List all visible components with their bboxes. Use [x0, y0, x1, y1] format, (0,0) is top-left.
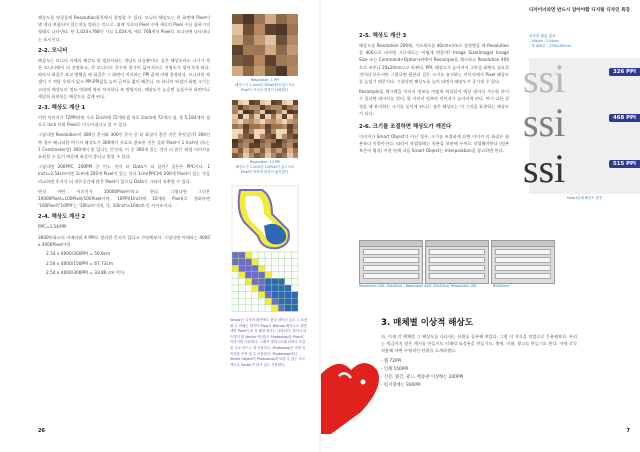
section-2-4-line1: PPC=2.54/PPI: [38, 224, 67, 230]
bitmap-pixel: [258, 285, 265, 292]
section-2-3-p3: 그렇다면 200PPC, 200PPI 중 어느 것이 더 Data가 더 클까? 결론은 PPC이다. 1 Inch=2.54cm이면 1cm에 200개 Pixel이 있는 것과 1cm(PPC)에 200개 Pixel이 있는 것을 비교하면 후자가 더 작은공간에 많은 Pixel이 있으니 Data가 크리라 유추할 수 있다.: [38, 164, 210, 184]
bitmap-pixel: [272, 278, 279, 285]
mosaic-pixel: [254, 24, 265, 34]
bitmap-pixel: [278, 272, 285, 279]
mosaic-pixel: [287, 24, 298, 34]
bitmap-pixel: [285, 292, 292, 299]
formula-line: 2.54 x 4000/200PPI = 50.8cm: [46, 252, 111, 258]
bitmap-pixel: [272, 265, 279, 272]
caption-line: Pixel이 작아져 화질이 좋아졌다.: [240, 170, 290, 175]
list-item: - 인쇄 150PPI: [381, 366, 409, 372]
dialog-caption-2: 80x80cm: [493, 284, 509, 288]
dialog-field: [429, 249, 485, 255]
bitmap-pixel: [245, 252, 252, 259]
mosaic-pixel: [243, 66, 254, 76]
bitmap-pixel: [239, 265, 246, 272]
dialog-field: [429, 273, 485, 279]
section-body-2-6: 이미지가 Smart Object가 아닌 경우, 크기를 조절하게 되면 이미지 의 화질은 원본보다 안좋아진다. 따라서 작업할때는 원본을 보관해 두어로 작업해야한다 (원본보존의 법칙) 이전 단계 다음 Smart Object는 Interpolation을 참고하면 된다.: [359, 134, 509, 154]
figure-caption-sub2: - 책 400인 : 2750x397cm: [529, 44, 571, 49]
running-header: 디자이너라면 반드시 알아야할 디지털 디자인 특강: [528, 8, 630, 13]
mosaic-pixel: [276, 24, 287, 34]
mosaic-pixel: [232, 24, 243, 34]
dialog-caption-1: Resolution 200: 40x40cm / Resolution 400: 20x20cm, Resolution 100:: [359, 284, 478, 288]
mosaic-pixel: [254, 55, 265, 65]
resolution-bullet-list: [381, 358, 577, 391]
dialog-field: [429, 257, 485, 263]
enlarged-glyphs: [523, 56, 640, 194]
bitmap-pixel: [252, 292, 259, 299]
bitmap-pixel: [252, 265, 259, 272]
section-2-3-p2: 그렇다면 Resolution이 300인 문서와 300인 문서 중 더 화질이 좋은 것은 무엇일까? 300인 쪽 경우 레나리한 여기서 해상도가 300에이 자료로 참조한 것은 결과 Pixel이 1 Inch당 (또는 1 Centimeter당) 300개이 및 있다는 뜻인데, 이 중 300개 있는 것이 더 많은 픽셀 이미지를 표현할 수 있기 때문에 화질이 좋다고 말할 수 있다.: [38, 132, 210, 160]
dialog-titlebar: [492, 241, 554, 247]
figure-bottom-caption: Smart분체 해상도 변경: [566, 196, 603, 200]
bitmap-pixel: [258, 292, 265, 299]
mosaic-pixel: [287, 14, 298, 24]
mosaic-pixel: [287, 55, 298, 65]
section-2-3-p1: 이번 이미지가 72PPI라면 가로 1Inch에 72개픽셀 세로 1Inch에 72개의 점, 총 5,184개의 점으로 Inch 단위 Pixel로 이루어졌다고 할 수 있다.: [38, 115, 210, 128]
caption-vector-note: Vector는 디자의 화면에도 품질 데이터 있고 그 표현할 수 비해는 화이다 Pixel로 Bitmap 해석으로 화면에면 Pixel이 표 적 해결 한다는 나타난다. 벌이고 비트맵이 를 Vector 이(면)도 Photoshop을 Pixel로 이미지를 나타낸다. 그래서 벌어스트래 터처의 조건를 주로 만드는 데 사용하고, Photoshop은 자진 이미지를 작성 및 수 사용된다. Photoshop에서 Smart Object이 Photoshop내 보를 수 있는 오브젝트로 Vector이 화가 있는 사용할다.: [230, 318, 308, 367]
formula-line: 2.54 x 4000/150PPI = 67.73cm: [46, 261, 114, 267]
svg-text:ssi: ssi: [523, 56, 566, 101]
bitmap-pixel: [245, 298, 252, 305]
bitmap-pixel: [232, 285, 239, 292]
mosaic-pixel: [276, 66, 287, 76]
bitmap-pixel: [232, 305, 239, 312]
bitmap-pixel: [285, 305, 292, 312]
mosaic-pixel: [287, 66, 298, 76]
ppi-badge-468: 468 PPI: [609, 114, 640, 122]
list-item: - 신문, 월간, 광고, 배송판 이상해는 200PPI: [381, 375, 464, 381]
bitmap-pixel: [245, 259, 252, 266]
section-body-2-5: 해상도를 Resolution 200에, 가로세로를 40cm×cm로 설정했을 때 Resolution을 400으로 바꾸면 가로세로는 어떻게 변할까? Image Size(Image) Image Size 또는 Command+Option+I)에서 Resample을 체크하고 Resolution 400으로 바꾸니 20x20cm으로 바뀐다. PPI, 해상도가 높아져서 그만큼 화면도 필요할 것이라 모든지만 그렇다면 원본과 같은 크기를 유지하는 이미지에서 Pixel 해상도를 높였기 때문이다. 그렇다면 해상도를 높이 되면서 해상도가 증가할 수 있다.: [359, 43, 509, 85]
bitmap-pixel: [252, 278, 259, 285]
vector-bitmap-figure: [232, 186, 298, 316]
bitmap-pixel: [252, 259, 259, 266]
bitmap-pixel: [232, 298, 239, 305]
dialog-field: [495, 257, 551, 263]
mosaic-pixel: [265, 66, 276, 76]
enlarged-text-sample: [523, 56, 640, 194]
section-heading-2-6: 2-6. 크기를 조절하면 해상도가 깨진다: [359, 124, 452, 131]
caption-line: Pixel이 커서서 화질이 나빠졌다.: [240, 88, 290, 93]
mosaic-pixel: [265, 35, 276, 45]
bitmap-pixel: [258, 259, 265, 266]
bitmap-pixel: [239, 298, 246, 305]
bitmap-pixel: [278, 285, 285, 292]
ppi-badge-326: 326 PPI: [609, 68, 640, 76]
mosaic-pixel: [287, 35, 298, 45]
bitmap-pixel: [285, 298, 292, 305]
mosaic-pixel: [243, 35, 254, 45]
bitmap-pixel: [265, 292, 272, 299]
bitmap-pixel: [278, 292, 285, 299]
mosaic-pixel: [232, 66, 243, 76]
bitmap-pixel: [272, 305, 279, 312]
bitmap-pixel: [265, 252, 272, 259]
section-body-2-2: 해상도는 모니터 자체의 해상도 및 컴퓨터와는 개념도 다릅뿐이다. 같은 해상도라도 크기가 작은 모니터에서 더 선명하고, 큰 모니터로 갈수록 한가이 넓어지므로 선명도가 떨어지게 된다. 따라서 화질은 보고 명했을 때 화질은 그 화면이 차지하는 PPI 값에 의해 결정된다. 모니터의 픽셀이 기 격당 우처가 있고 PPI,PPI값을 높여 글씨를 짧이 해준다. 또 하나의 픽셀의 화면 크기는 고의적 해상도의 정도 변화에 따라 차지하나 보 방법이다. 해상도가 높을면 높을수록 화면이나 세밀히 표현되는 해상도를 갖게 된다.: [38, 57, 210, 99]
bitmap-pixel: [252, 272, 259, 279]
bitmap-pixel: [232, 252, 239, 259]
image-size-dialog-2: [425, 240, 489, 284]
right-page: [321, 0, 640, 452]
bitmap-pixel: [291, 285, 298, 292]
figure-caption-title: 외부한 필분 있을: [529, 34, 556, 38]
dialog-titlebar: [360, 241, 422, 247]
pixel-mosaic-higher-res: [232, 100, 298, 158]
bitmap-pixel: [239, 305, 246, 312]
bitmap-pixel: [272, 272, 279, 279]
bitmap-pixel: [265, 285, 272, 292]
bitmap-pixel: [285, 278, 292, 285]
vector-shape-illustration: [232, 186, 298, 316]
bitmap-pixel: [285, 265, 292, 272]
bitmap-pixel: [265, 272, 272, 279]
mosaic-pixel: [265, 45, 276, 55]
mosaic-pixel: [232, 45, 243, 55]
svg-text:ssi: ssi: [523, 100, 566, 145]
mosaic-pixel: [243, 14, 254, 24]
mosaic-pixel: [276, 35, 287, 45]
dialog-field: [363, 257, 419, 263]
list-item: - 펌지형에는 300PPI: [381, 383, 421, 389]
bitmap-pixel: [245, 272, 252, 279]
bitmap-pixel: [258, 272, 265, 279]
bitmap-pixel: [239, 285, 246, 292]
caption-line: Resolution: 12 PPI: [249, 160, 281, 164]
dialog-field: [495, 249, 551, 255]
bitmap-pixel: [265, 298, 272, 305]
bitmap-pixel: [272, 285, 279, 292]
bitmap-pixel: [232, 278, 239, 285]
figure-caption-sub: - 76inch : 2.54cm: [529, 39, 559, 44]
mosaic-pixel: [254, 45, 265, 55]
bitmap-pixel: [252, 252, 259, 259]
mosaic-pixel: [265, 55, 276, 65]
bitmap-pixel: [278, 298, 285, 305]
caption-line: 해상도가 1 Inch당 1Pixel밖에 없으므로: [235, 83, 295, 88]
right-text-column-top: [359, 28, 509, 158]
bitmap-pixel: [278, 259, 285, 266]
left-page: [0, 0, 319, 452]
bitmap-pixel: [245, 292, 252, 299]
bitmap-pixel: [291, 252, 298, 259]
pixel-mosaic-low-res: [232, 14, 298, 76]
mosaic-pixel: [254, 66, 265, 76]
bitmap-pixel: [278, 265, 285, 272]
bitmap-pixel: [265, 259, 272, 266]
bitmap-pixel: [239, 292, 246, 299]
bitmap-pixel: [232, 259, 239, 266]
bitmap-pixel: [272, 292, 279, 299]
section-heading-3: 3. 매체별 이상적 해상도: [381, 318, 473, 328]
bitmap-pixel: [272, 259, 279, 266]
ppi-badge-515: 515 PPI: [609, 160, 640, 168]
section-body-3: 자, 이제 각 매체별 그 해상도를 나타내는 단위를 공부해 보았다. 그럼 이 지식을 작업으로 응용해보자. 우리는 방금까지 많은 매시를 만들기도 인쇄될 표정용을 만들기도, 출력, 인쇄, 광고를 만들기도 한다. 이때 각각 적용해 어떤 구체적인 단위를 소개하겠다.: [381, 334, 577, 354]
heart-illustration: [321, 336, 383, 436]
dialog-titlebar: [426, 241, 488, 247]
mosaic-pixel: [265, 24, 276, 34]
page-number-right: 7: [626, 428, 630, 434]
bitmap-pixel: [252, 285, 259, 292]
dialog-field: [429, 265, 485, 271]
caption-line: 해상도가 1 Inch당 12Pixel이 있으므로: [235, 165, 295, 170]
bitmap-pixel: [239, 272, 246, 279]
bitmap-pixel: [291, 259, 298, 266]
right-text-column-bottom: [381, 318, 577, 390]
bitmap-pixel: [291, 298, 298, 305]
bitmap-pixel: [245, 265, 252, 272]
bitmap-pixel: [258, 278, 265, 285]
dialog-field: [363, 265, 419, 271]
bitmap-pixel: [291, 272, 298, 279]
left-text-column: [38, 14, 210, 280]
bitmap-pixel: [265, 305, 272, 312]
bitmap-pixel: [232, 292, 239, 299]
bitmap-pixel: [232, 265, 239, 272]
list-item: - 웹 72PPI: [381, 358, 402, 364]
mosaic-pixel: [232, 14, 243, 24]
dialog-field: [363, 249, 419, 255]
bitmap-pixel: [258, 305, 265, 312]
bitmap-pixel: [291, 265, 298, 272]
mosaic-pixel: [276, 14, 287, 24]
bitmap-pixel: [291, 305, 298, 312]
caption-line: Resolution: 1 PPI: [250, 78, 280, 82]
bitmap-pixel: [291, 292, 298, 299]
bitmap-pixel: [278, 278, 285, 285]
section-2-4-p1: 3600만화소의 카메라와 X PPI로 정의한 문서가 있다고 가정해보자. 그렇다면 카메라는 4000 x 4000Pixel이며: [38, 234, 210, 247]
mosaic-pixel: [254, 14, 265, 24]
section-heading-2-3: 2-3. 해상도 계산 1: [38, 105, 86, 112]
bitmap-pixel: [245, 278, 252, 285]
section-body-2-5b: Resample을 체크했을 이미지 정보를 어떻게 처리할지 예상 데이터 가능한 마이 수 있다면 데이터를 벌어, 원 이미지 정보만 이미지가 높아지게 된다. 여기 다른 결정을 해 유지하는 크기를 높이게 된다는 점은 해상도는 이 그것을 표현하는 해상도가 되다.: [359, 89, 509, 116]
mosaic-pixel: [243, 24, 254, 34]
section-heading-2-4: 2-4. 해상도 계산 2: [38, 214, 86, 221]
mosaic-pixel: [243, 45, 254, 55]
intro-paragraph: 해상도를 명칭들에 Resolution항목에서 결정할 수 있다. 모니터 해상도는 한 화면에 Pixel이 몇 개나 보함되어 있는지를 말하는 것으로, 대개 가로의 Pixel 수에 세로의 Pixel 수를 곱하기의 형태로 나타낸다. 단 1,024×768인 가로 1,024개, 세로 768개의 Pixel로 모니터에 나타내다는 표시이다.: [38, 15, 210, 42]
bitmap-pixel: [285, 259, 292, 266]
bitmap-pixel: [258, 265, 265, 272]
mosaic-pixel: [243, 55, 254, 65]
page-number-left: 26: [38, 428, 45, 434]
bitmap-pixel: [285, 252, 292, 259]
svg-text:ssi: ssi: [523, 146, 566, 191]
image-size-dialog-1: [359, 240, 423, 284]
bitmap-pixel: [239, 252, 246, 259]
bitmap-pixel: [265, 278, 272, 285]
bitmap-pixel: [272, 298, 279, 305]
bitmap-pixel: [245, 305, 252, 312]
bitmap-pixel: [252, 298, 259, 305]
bitmap-pixel: [278, 305, 285, 312]
bitmap-pixel: [239, 278, 246, 285]
dialog-field: [363, 273, 419, 279]
mosaic-pixel: [293, 153, 299, 158]
bitmap-pixel: [265, 265, 272, 272]
section-heading-2-2: 2-2. 모니터: [38, 47, 68, 54]
mosaic-pixel: [232, 55, 243, 65]
bitmap-pixel: [291, 278, 298, 285]
mosaic-pixel: [232, 35, 243, 45]
mosaic-pixel: [276, 45, 287, 55]
mosaic-pixel: [265, 14, 276, 24]
bitmap-pixel: [245, 285, 252, 292]
image-size-dialog-3: [491, 240, 555, 284]
mosaic-pixel: [287, 45, 298, 55]
dialog-field: [495, 273, 551, 279]
ppi-comparison-figure: [513, 34, 640, 210]
bitmap-pixel: [258, 252, 265, 259]
section-heading-2-5: 2-5. 해상도 계산 3: [359, 33, 407, 39]
bitmap-pixel: [272, 252, 279, 259]
formula-line: 2.54 x 4000/300PPI = 33.86 cm 이다.: [46, 271, 126, 277]
bitmap-pixel: [278, 252, 285, 259]
dialog-field: [495, 265, 551, 271]
mosaic-pixel: [254, 35, 265, 45]
bitmap-pixel: [239, 259, 246, 266]
mosaic-pixel: [276, 55, 287, 65]
bitmap-pixel: [285, 272, 292, 279]
bitmap-pixel: [252, 305, 259, 312]
caption-res-1ppi: [222, 78, 308, 94]
caption-res-12ppi: [222, 160, 308, 176]
bitmap-pixel: [285, 285, 292, 292]
section-2-3-p4: 단적 어떤 이미지가 10000Pixel이라고 한다. 그렇다면 그것은 10000Pixel=100Pixel/100Pixel이며, 10PPI(1Inch에 10개의 Pixel)로 정하라면 '100Pixel'/'10PPI'는 '10Inch'이며, 즉, 10Inch×10Inch 인 사이즈이다.: [38, 188, 210, 209]
bitmap-pixel: [258, 298, 265, 305]
bitmap-pixel: [232, 272, 239, 279]
